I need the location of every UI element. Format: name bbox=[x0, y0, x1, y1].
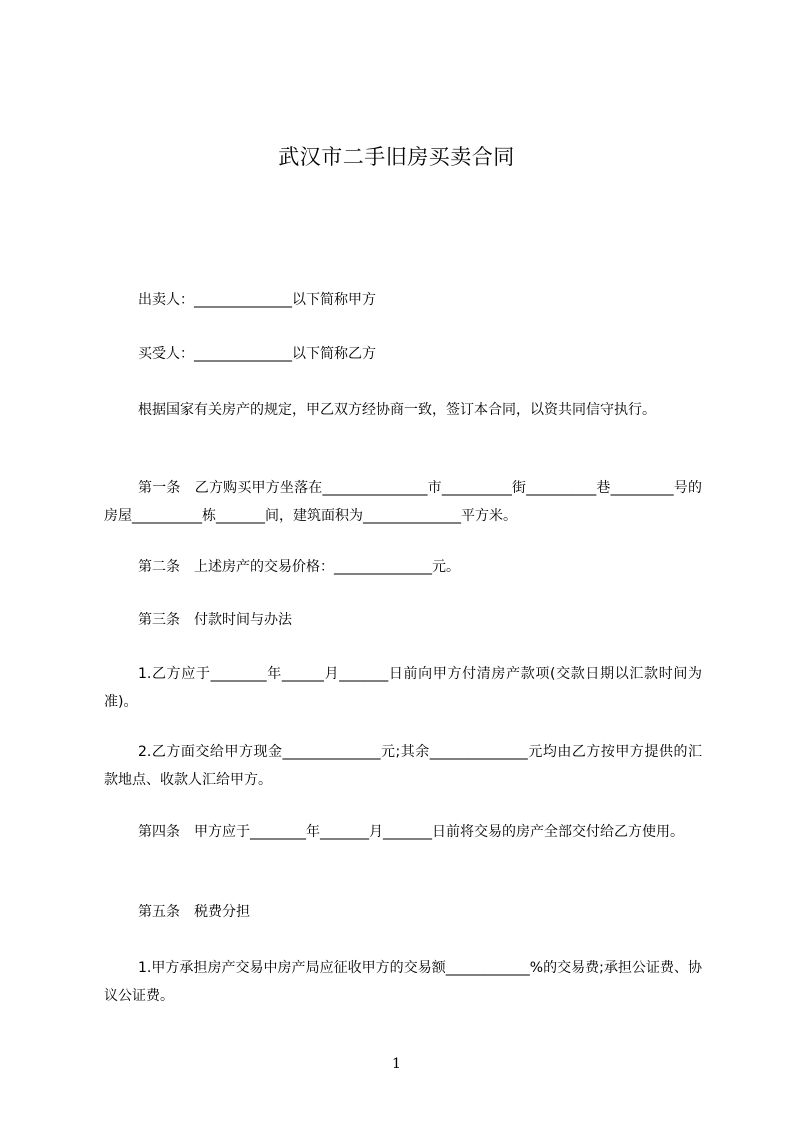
article-1-paragraph: 第一条 乙方购买甲方坐落在_______________市__________街__________巷_________号的房屋__________栋_______间，建筑面积为______________平方米。 bbox=[104, 480, 702, 524]
article-3-heading: 第三条 付款时间与办法 bbox=[138, 612, 292, 628]
buyer-line: 买受人：______________以下简称乙方 bbox=[138, 346, 376, 362]
page-number: 1 bbox=[392, 1056, 401, 1072]
article-3-item-1: 1.乙方应于________年______月_______日前向甲方付清房产款项(交款日期以汇款时间为准)。 bbox=[104, 666, 702, 710]
article-4-paragraph: 第四条 甲方应于________年_______月_______日前将交易的房产全部交付给乙方使用。 bbox=[138, 824, 684, 840]
document-title: 武汉市二手旧房买卖合同 bbox=[278, 145, 515, 169]
article-5-heading: 第五条 税费分担 bbox=[138, 904, 250, 920]
seller-line: 出卖人：______________以下简称甲方 bbox=[138, 292, 376, 308]
article-5-item-1: 1.甲方承担房产交易中房产局应征收甲方的交易额____________%的交易费;承担公证费、协议公证费。 bbox=[104, 960, 702, 1004]
article-2-paragraph: 第二条 上述房产的交易价格：______________元。 bbox=[138, 559, 460, 575]
preamble-paragraph: 根据国家有关房产的规定，甲乙双方经协商一致，签订本合同，以资共同信守执行。 bbox=[138, 402, 656, 418]
article-3-item-2: 2.乙方面交给甲方现金______________元;其余______________元均由乙方按甲方提供的汇款地点、收款人汇给甲方。 bbox=[104, 744, 702, 788]
